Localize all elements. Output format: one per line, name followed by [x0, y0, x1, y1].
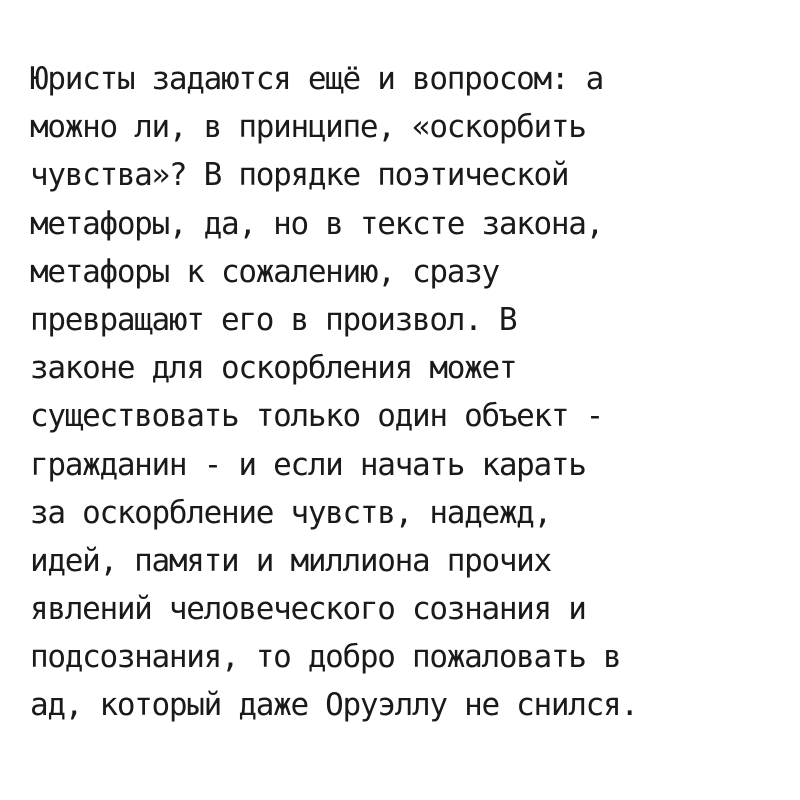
text-paragraph — [30, 55, 790, 730]
text-line-9: гражданин - и если начать карать — [30, 446, 586, 483]
text-line-3: чувства»? В порядке поэтической — [30, 157, 569, 194]
text-line-11: идей, памяти и миллиона прочих — [30, 542, 551, 579]
text-line-12: явлений человеческого сознания и — [30, 591, 586, 628]
text-line-8: существовать только один объект - — [30, 398, 603, 435]
text-line-2: можно ли, в принципе, «оскорбить — [30, 109, 586, 146]
text-line-14: ад, который даже Оруэллу не снился. — [30, 687, 638, 724]
text-line-10: за оскорбление чувств, надежд, — [30, 494, 551, 531]
text-line-4: метафоры, да, но в тексте закона, — [30, 205, 603, 242]
text-line-7: законе для оскорбления может — [30, 350, 517, 387]
text-line-6: превращают его в произвол. В — [30, 301, 517, 338]
text-line-1: Юристы задаются ещё и вопросом: а — [30, 61, 603, 97]
text-line-5: метафоры к сожалению, сразу — [30, 253, 499, 290]
text-line-13: подсознания, то добро пожаловать в — [30, 639, 621, 676]
